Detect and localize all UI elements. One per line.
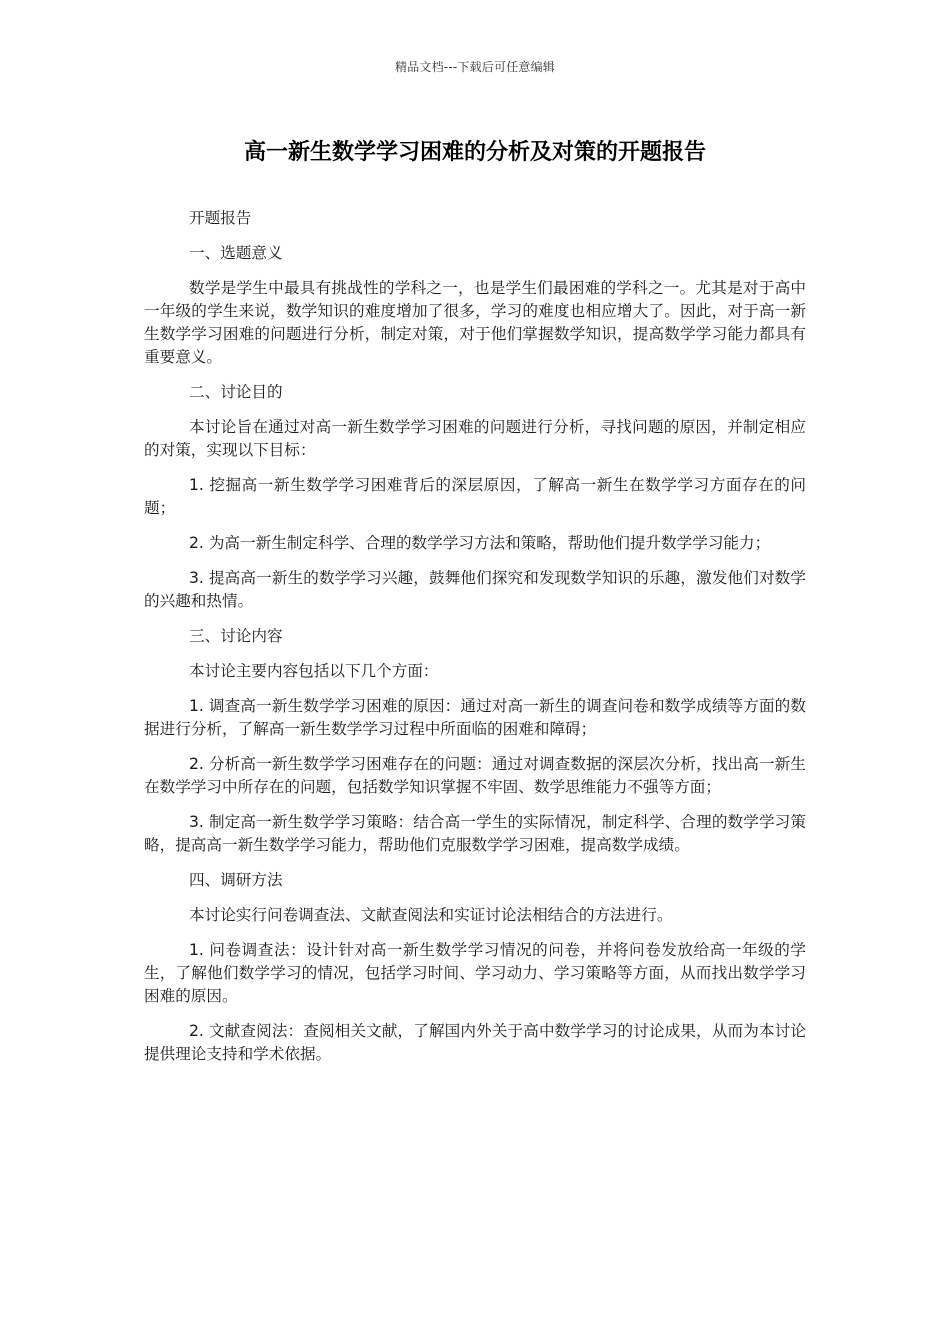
section-heading-significance: 一、选题意义 (189, 244, 283, 262)
document-title: 高一新生数学学习困难的分析及对策的开题报告 (243, 140, 706, 165)
list-item-purpose-2: 2. 为高一新生制定科学、合理的数学学习方法和策略，帮助他们提升数学学习能力； (189, 534, 771, 552)
list-item-content-3: 3. 制定高一新生数学学习策略：结合高一学生的实际情况，制定科学、合理的数学学习策略，提高高一新生数学学习能力，帮助他们克服数学学习困难，提高数学成绩。 (144, 813, 806, 854)
list-item-method-2: 2. 文献查阅法：查阅相关文献，了解国内外关于高中数学学习的讨论成果，从而为本讨论提供理论支持和学术依据。 (144, 1022, 806, 1063)
section-heading-purpose: 二、讨论目的 (189, 383, 283, 401)
paragraph-methods-intro: 本讨论实行问卷调查法、文献查阅法和实证讨论法相结合的方法进行。 (189, 906, 673, 924)
document-body (144, 207, 806, 1078)
paragraph-significance: 数学是学生中最具有挑战性的学科之一，也是学生们最困难的学科之一。尤其是对于高中一年级的学生来说，数学知识的难度增加了很多，学习的难度也相应增大了。因此，对于高一新生数学学习困难的问题进行分析，制定对策，对于他们掌握数学知识，提高数学学习能力都具有重要意义。 (144, 279, 806, 366)
paragraph-purpose-intro: 本讨论旨在通过对高一新生数学学习困难的问题进行分析，寻找问题的原因，并制定相应的对策，实现以下目标： (144, 418, 806, 459)
list-item-content-2: 2. 分析高一新生数学学习困难存在的问题：通过对调查数据的深层次分析，找出高一新生在数学学习中所存在的问题，包括数学知识掌握不牢固、数学思维能力不强等方面； (144, 755, 806, 796)
section-heading-content: 三、讨论内容 (189, 627, 283, 645)
section-heading-methods: 四、调研方法 (189, 871, 283, 889)
paragraph-content-intro: 本讨论主要内容包括以下几个方面： (189, 662, 439, 680)
list-item-purpose-1: 1. 挖掘高一新生数学学习困难背后的深层原因，了解高一新生在数学学习方面存在的问题； (144, 476, 806, 517)
list-item-method-1: 1. 问卷调查法：设计针对高一新生数学学习情况的问卷，并将问卷发放给高一年级的学生，了解他们数学学习的情况，包括学习时间、学习动力、学习策略等方面，从而找出数学学习困难的原因。 (144, 941, 806, 1005)
section-label-report: 开题报告 (189, 209, 252, 227)
list-item-content-1: 1. 调查高一新生数学学习困难的原因：通过对高一新生的调查问卷和数学成绩等方面的数据进行分析，了解高一新生数学学习过程中所面临的困难和障碍； (144, 697, 806, 738)
header-note: 精品文档---下载后可任意编辑 (395, 60, 555, 74)
list-item-purpose-3: 3. 提高高一新生的数学学习兴趣，鼓舞他们探究和发现数学知识的乐趣，激发他们对数学的兴趣和热情。 (144, 569, 806, 610)
